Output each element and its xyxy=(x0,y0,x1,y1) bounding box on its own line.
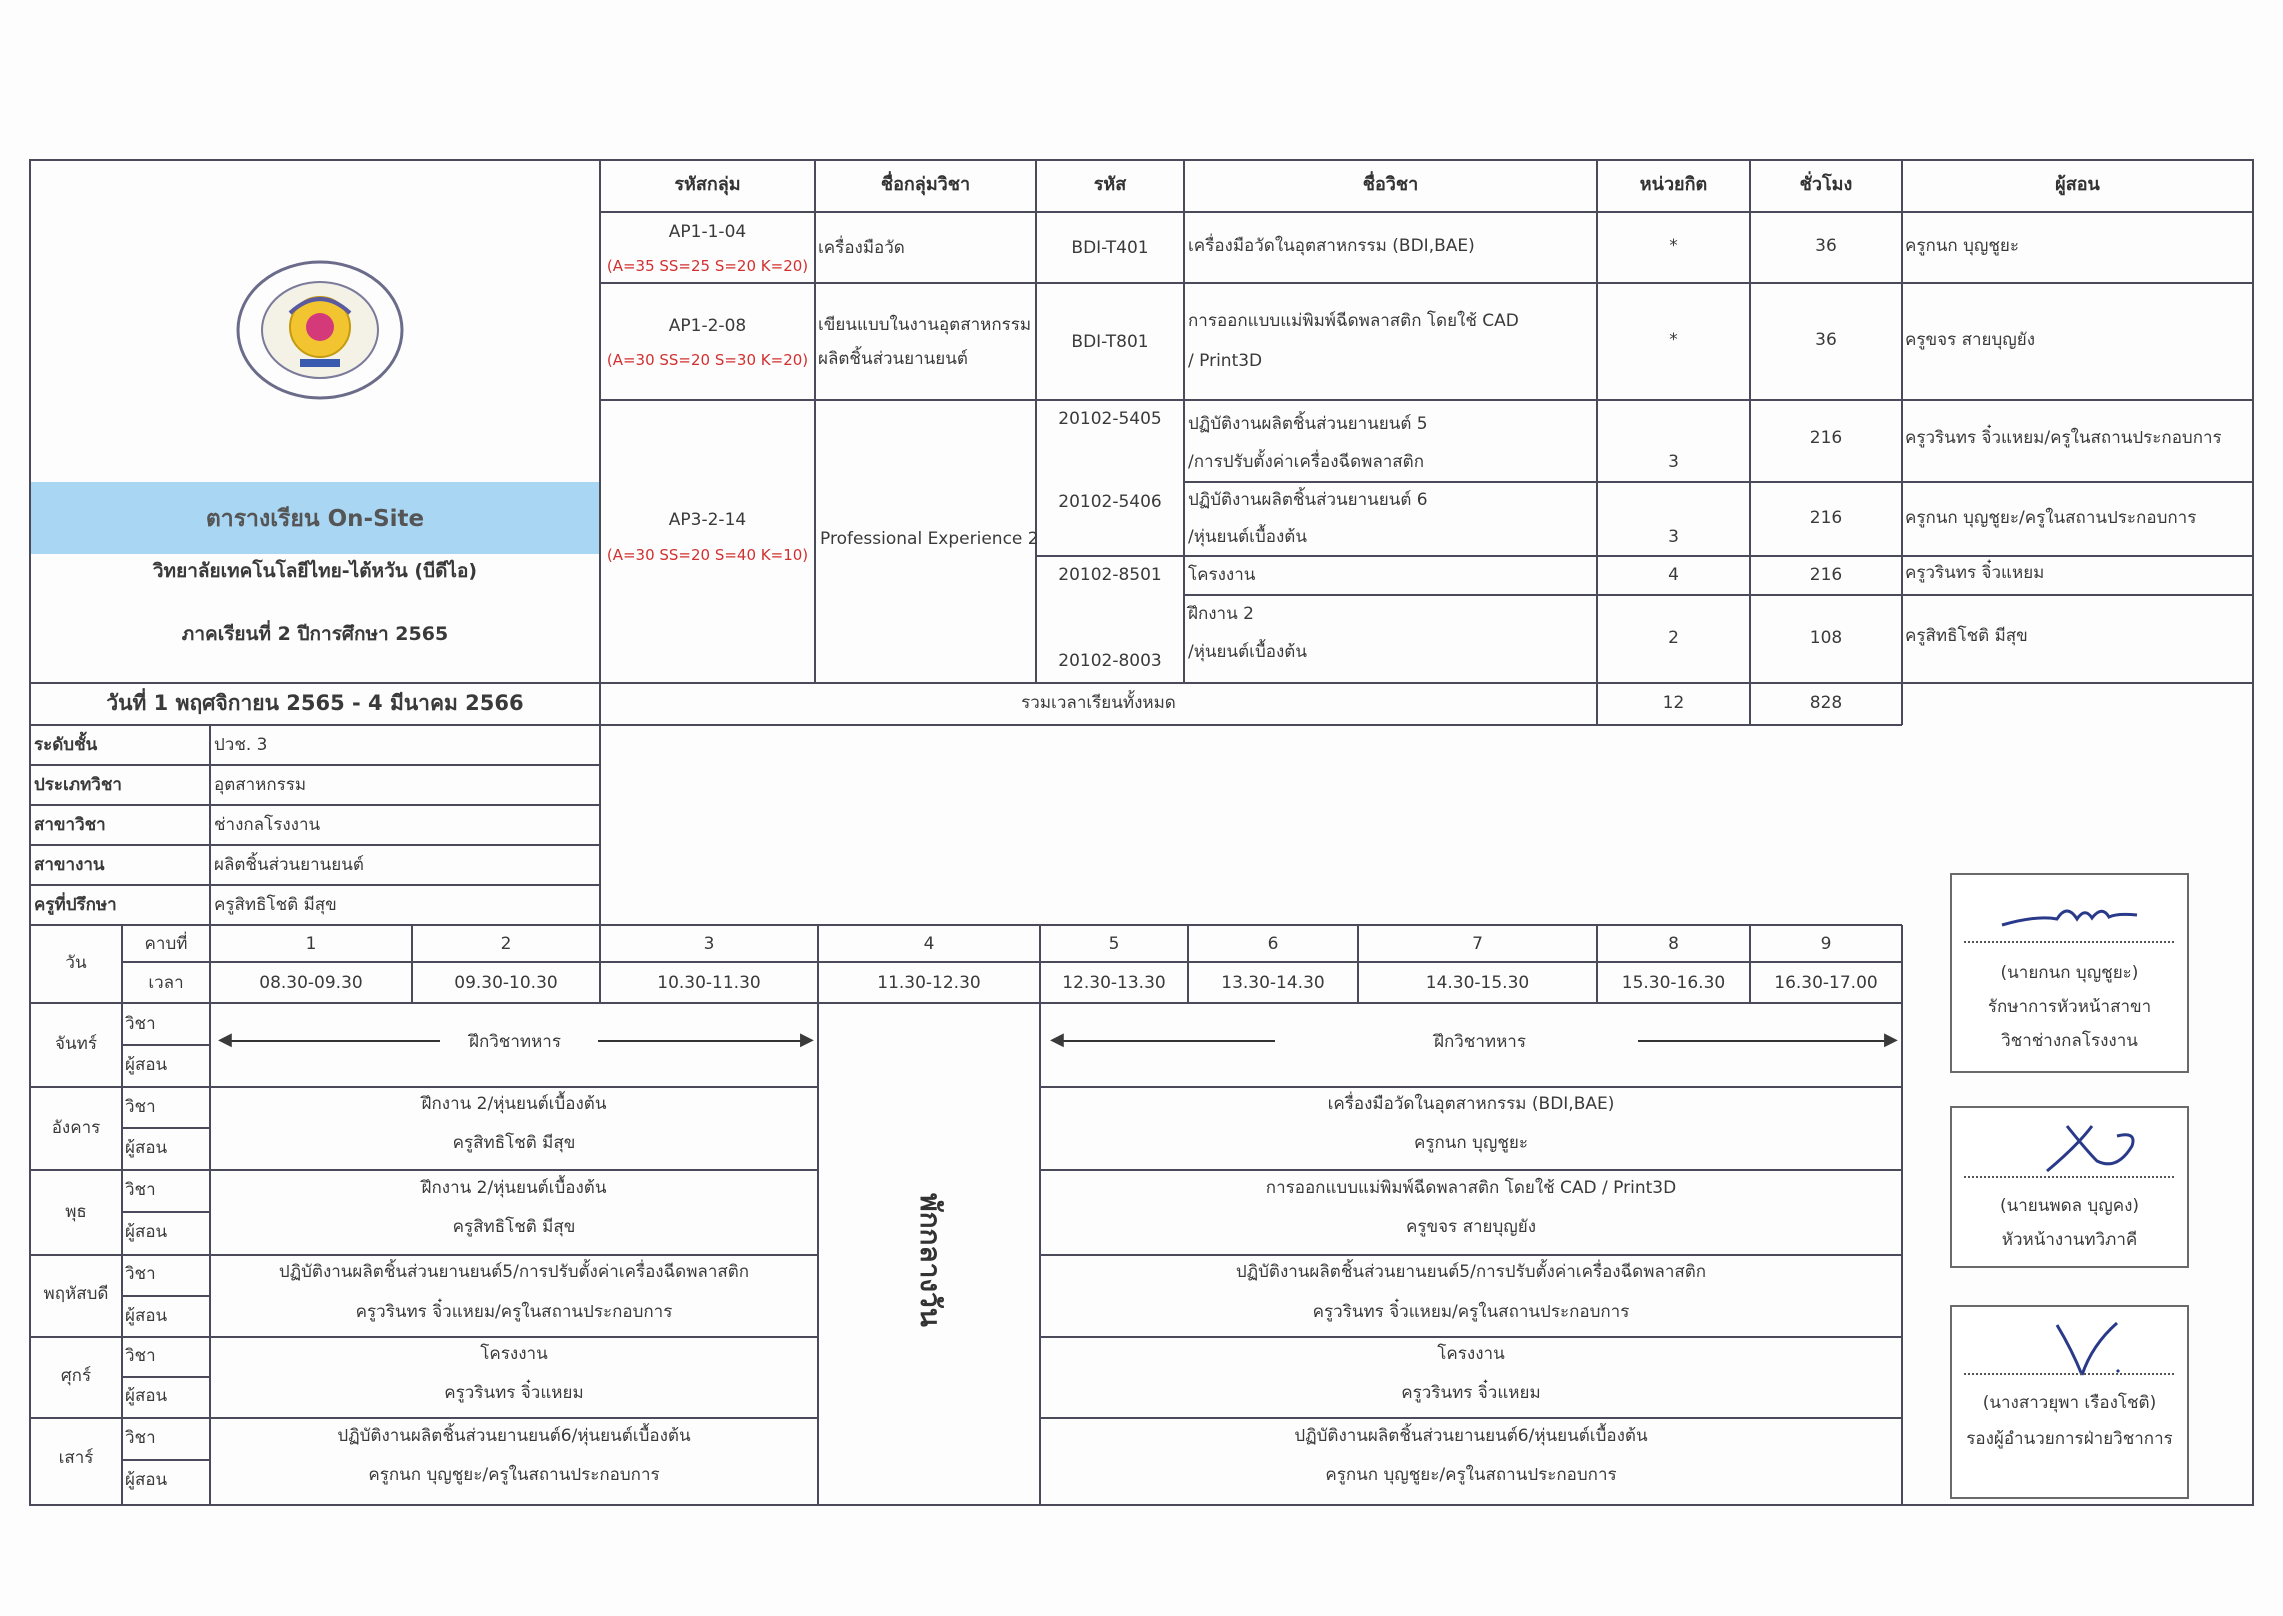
wed-day: พุธ xyxy=(65,1202,87,1222)
arrow-left-icon: ◀ xyxy=(1050,1029,1064,1050)
header-code: รหัส xyxy=(1093,174,1127,195)
r1-credit: * xyxy=(1669,236,1678,256)
r3b-subject-1: ปฏิบัติงานผลิตชิ้นส่วนยานยนต์ 6 xyxy=(1188,490,1428,510)
r2-subject-2: / Print3D xyxy=(1188,351,1263,371)
period-6: 6 xyxy=(1267,934,1279,954)
period-3: 3 xyxy=(703,934,715,954)
mon-am-arrow-right xyxy=(598,1040,808,1042)
sat-pm-subject: ปฏิบัติงานผลิตชิ้นส่วนยานยนต์6/หุ่นยนต์เบื้องต้น xyxy=(1294,1426,1648,1446)
sat-pm-teacher: ครูกนก บุญชูยะ/ครูในสถานประกอบการ xyxy=(1325,1465,1617,1485)
period-label: คาบที่ xyxy=(144,934,188,954)
time-label: เวลา xyxy=(148,973,184,993)
signature-box-1 xyxy=(1950,873,2189,1073)
signature-2-icon xyxy=(2037,1116,2147,1176)
period-1: 1 xyxy=(305,934,317,954)
r1-hours: 36 xyxy=(1815,236,1837,256)
period-7: 7 xyxy=(1472,934,1483,954)
fri-pm-subject: โครงงาน xyxy=(1437,1344,1505,1364)
signature-1-icon xyxy=(1997,893,2147,933)
college-logo xyxy=(230,255,410,405)
major-label: สาขาวิชา xyxy=(34,815,106,835)
period-9: 9 xyxy=(1820,934,1832,954)
sat-am-subject: ปฏิบัติงานผลิตชิ้นส่วนยานยนต์6/หุ่นยนต์เบื้องต้น xyxy=(337,1426,691,1446)
thu-pm-subject: ปฏิบัติงานผลิตชิ้นส่วนยานยนต์5/การปรับตั้งค่าเครื่องฉีดพลาสติก xyxy=(1235,1262,1707,1282)
mon-day: จันทร์ xyxy=(55,1034,97,1054)
lunch-text: พักกลางวัน xyxy=(914,1193,947,1327)
r3d-subject-1: ฝึกงาน 2 xyxy=(1188,604,1254,624)
r3c-hours: 216 xyxy=(1809,565,1843,585)
total-label: รวมเวลาเรียนทั้งหมด xyxy=(1021,693,1176,713)
r3b-teacher: ครูกนก บุญชูยะ/ครูในสถานประกอบการ xyxy=(1905,508,2197,528)
period-4: 4 xyxy=(923,934,935,954)
r2-hours: 36 xyxy=(1815,330,1837,350)
fri-am-subject: โครงงาน xyxy=(480,1344,548,1364)
r3a-teacher: ครูวรินทร จิ๋วแหยม/ครูในสถานประกอบการ xyxy=(1905,428,2222,448)
advisor-label: ครูที่ปรึกษา xyxy=(34,895,117,915)
fri-teacher-label: ผู้สอน xyxy=(125,1386,168,1406)
period-5: 5 xyxy=(1108,934,1120,954)
header-group-name: ชื่อกลุ่มวิชา xyxy=(880,174,971,195)
total-credit: 12 xyxy=(1662,693,1685,713)
time-6: 13.30-14.30 xyxy=(1221,973,1325,993)
time-4: 11.30-12.30 xyxy=(877,973,981,993)
r3b-hours: 216 xyxy=(1809,508,1843,528)
tue-subject-label: วิชา xyxy=(125,1097,156,1117)
total-hours: 828 xyxy=(1809,693,1843,713)
r3b-code: 20102-5406 xyxy=(1058,492,1162,512)
signature-box-2 xyxy=(1950,1106,2189,1268)
header-hours: ชั่วโมง xyxy=(1799,174,1853,195)
signature-2-role-1: หัวหน้างานทวิภาคี xyxy=(2001,1230,2138,1250)
r2-teacher: ครูขจร สายบุญยัง xyxy=(1905,330,2036,350)
thu-am-subject: ปฏิบัติงานผลิตชิ้นส่วนยานยนต์5/การปรับตั้งค่าเครื่องฉีดพลาสติก xyxy=(278,1262,750,1282)
header-group-code: รหัสกลุ่ม xyxy=(674,174,741,195)
r3a-subject-1: ปฏิบัติงานผลิตชิ้นส่วนยานยนต์ 5 xyxy=(1188,414,1428,434)
arrow-right-icon: ▶ xyxy=(1884,1029,1898,1050)
college-name: วิทยาลัยเทคโนโลยีไทย-ไต้หวัน (บีดีไอ) xyxy=(152,560,478,582)
r3a-code: 20102-5405 xyxy=(1058,409,1162,429)
signature-box-3 xyxy=(1950,1305,2189,1499)
date-range: วันที่ 1 พฤศจิกายน 2565 - 4 มีนาคม 2566 xyxy=(106,691,524,715)
time-5: 12.30-13.30 xyxy=(1062,973,1166,993)
r3d-credit: 2 xyxy=(1668,628,1679,648)
wed-subject-label: วิชา xyxy=(125,1180,156,1200)
level-value: ปวช. 3 xyxy=(214,735,268,755)
r2-group-sub: (A=30 SS=20 S=30 K=20) xyxy=(606,351,809,369)
r2-group-code: AP1-2-08 xyxy=(668,316,747,336)
r2-subject-1: การออกแบบแม่พิมพ์ฉีดพลาสติก โดยใช้ CAD xyxy=(1188,311,1519,331)
r3d-teacher: ครูสิทธิโชติ มีสุข xyxy=(1905,626,2028,646)
wed-teacher-label: ผู้สอน xyxy=(125,1222,168,1242)
wed-pm-subject: การออกแบบแม่พิมพ์ฉีดพลาสติก โดยใช้ CAD / Print3D xyxy=(1265,1178,1677,1198)
field-label: สาขางาน xyxy=(34,855,105,875)
r3a-credit: 3 xyxy=(1668,452,1679,472)
tue-day: อังคาร xyxy=(51,1118,101,1138)
signature-3-name: (นางสาวยุพา เรืองโชติ) xyxy=(1982,1393,2157,1413)
signature-1-role-1: รักษาการหัวหน้าสาขา xyxy=(1987,997,2152,1017)
fri-subject-label: วิชา xyxy=(125,1346,156,1366)
lunch-label xyxy=(900,1180,960,1340)
wed-pm-teacher: ครูขจร สายบุญยัง xyxy=(1405,1217,1537,1237)
thu-day: พฤหัสบดี xyxy=(43,1284,109,1304)
header-teacher: ผู้สอน xyxy=(2055,174,2100,195)
field-value: ผลิตชิ้นส่วนยานยนต์ xyxy=(214,855,364,875)
tue-pm-subject: เครื่องมือวัดในอุตสาหกรรม (BDI,BAE) xyxy=(1327,1094,1615,1114)
r3d-hours: 108 xyxy=(1809,628,1843,648)
schedule-title: ตารางเรียน On-Site xyxy=(205,506,425,532)
sat-subject-label: วิชา xyxy=(125,1428,156,1448)
r3c-subject: โครงงาน xyxy=(1188,565,1256,585)
tue-pm-teacher: ครูกนก บุญชูยะ xyxy=(1413,1133,1529,1153)
wed-am-teacher: ครูสิทธิโชติ มีสุข xyxy=(452,1217,576,1237)
advisor-value: ครูสิทธิโชติ มีสุข xyxy=(214,895,337,915)
r3a-hours: 216 xyxy=(1809,428,1843,448)
r3-group-name: Professional Experience 2 xyxy=(820,529,1039,549)
day-label: วัน xyxy=(65,953,87,973)
signature-3-role-1: รองผู้อำนวยการฝ่ายวิชาการ xyxy=(1966,1429,2173,1449)
level-label: ระดับชั้น xyxy=(34,735,98,755)
signature-2-line xyxy=(1964,1176,2174,1178)
thu-pm-teacher: ครูวรินทร จิ๋วแหยม/ครูในสถานประกอบการ xyxy=(1312,1302,1630,1322)
signature-1-name: (นายกนก บุญชูยะ) xyxy=(2000,963,2139,983)
time-3: 10.30-11.30 xyxy=(657,973,761,993)
r3d-subject-2: /หุ่นยนต์เบื้องต้น xyxy=(1188,642,1307,662)
r3c-credit: 4 xyxy=(1668,565,1679,585)
semester: ภาคเรียนที่ 2 ปีการศึกษา 2565 xyxy=(181,623,449,645)
thu-am-teacher: ครูวรินทร จิ๋วแหยม/ครูในสถานประกอบการ xyxy=(355,1302,673,1322)
mon-teacher-label: ผู้สอน xyxy=(125,1055,168,1075)
r3b-subject-2: /หุ่นยนต์เบื้องต้น xyxy=(1188,527,1307,547)
r1-code: BDI-T401 xyxy=(1071,238,1149,258)
thu-subject-label: วิชา xyxy=(125,1264,156,1284)
time-2: 09.30-10.30 xyxy=(454,973,558,993)
sat-teacher-label: ผู้สอน xyxy=(125,1470,168,1490)
mon-am-arrow-left xyxy=(222,1040,440,1042)
r2-group-name-2: ผลิตชิ้นส่วนยานยนต์ xyxy=(818,349,968,369)
r1-teacher: ครูกนก บุญชูยะ xyxy=(1905,236,2020,256)
sat-am-teacher: ครูกนก บุญชูยะ/ครูในสถานประกอบการ xyxy=(368,1465,660,1485)
r2-credit: * xyxy=(1669,330,1678,350)
r3-group-code: AP3-2-14 xyxy=(668,510,747,530)
header-credit: หน่วยกิต xyxy=(1639,174,1708,195)
signature-1-role-2: วิชาช่างกลโรงงาน xyxy=(2001,1031,2138,1051)
thu-teacher-label: ผู้สอน xyxy=(125,1306,168,1326)
header-subject: ชื่อวิชา xyxy=(1362,174,1419,195)
fri-am-teacher: ครูวรินทร จิ๋วแหยม xyxy=(444,1383,584,1403)
period-2: 2 xyxy=(500,934,512,954)
type-value: อุตสาหกรรม xyxy=(214,775,307,795)
signature-1-line xyxy=(1964,941,2174,943)
r3c-teacher: ครูวรินทร จิ๋วแหยม xyxy=(1905,563,2045,583)
signature-2-name: (นายนพดล บุญคง) xyxy=(1999,1196,2140,1216)
r3b-credit: 3 xyxy=(1668,527,1679,547)
r3c-code: 20102-8501 xyxy=(1058,565,1162,585)
fri-pm-teacher: ครูวรินทร จิ๋วแหยม xyxy=(1401,1383,1541,1403)
signature-3-line xyxy=(1964,1373,2174,1375)
mon-subject-label: วิชา xyxy=(125,1014,156,1034)
r1-group-code: AP1-1-04 xyxy=(668,222,747,242)
mon-am: ฝึกวิชาทหาร xyxy=(469,1032,561,1052)
arrow-right-icon: ▶ xyxy=(800,1029,814,1050)
fri-day: ศุกร์ xyxy=(60,1366,92,1386)
r2-group-name-1: เขียนแบบในงานอุตสาหกรรม xyxy=(818,315,1032,335)
r1-subject: เครื่องมือวัดในอุตสาหกรรม (BDI,BAE) xyxy=(1188,236,1475,256)
r2-code: BDI-T801 xyxy=(1071,332,1149,352)
mon-pm: ฝึกวิชาทหาร xyxy=(1434,1032,1526,1052)
r3a-subject-2: /การปรับตั้งค่าเครื่องฉีดพลาสติก xyxy=(1188,452,1424,472)
r3-group-sub: (A=30 SS=20 S=40 K=10) xyxy=(606,546,809,564)
time-8: 15.30-16.30 xyxy=(1621,973,1726,993)
tue-teacher-label: ผู้สอน xyxy=(125,1138,168,1158)
major-value: ช่างกลโรงงาน xyxy=(214,815,321,835)
wed-am-subject: ฝึกงาน 2/หุ่นยนต์เบื้องต้น xyxy=(421,1178,607,1198)
tue-am-teacher: ครูสิทธิโชติ มีสุข xyxy=(452,1133,576,1153)
time-7: 14.30-15.30 xyxy=(1425,973,1530,993)
tue-am-subject: ฝึกงาน 2/หุ่นยนต์เบื้องต้น xyxy=(421,1094,607,1114)
r1-group-sub: (A=35 SS=25 S=20 K=20) xyxy=(606,257,809,275)
r1-group-name: เครื่องมือวัด xyxy=(818,238,905,258)
arrow-left-icon: ◀ xyxy=(218,1029,232,1050)
r3d-code: 20102-8003 xyxy=(1058,651,1162,671)
type-label: ประเภทวิชา xyxy=(34,775,122,795)
mon-pm-arrow-left xyxy=(1055,1040,1275,1042)
period-8: 8 xyxy=(1668,934,1679,954)
sat-day: เสาร์ xyxy=(58,1448,94,1468)
time-9: 16.30-17.00 xyxy=(1774,973,1878,993)
mon-pm-arrow-right xyxy=(1638,1040,1888,1042)
time-1: 08.30-09.30 xyxy=(259,973,363,993)
